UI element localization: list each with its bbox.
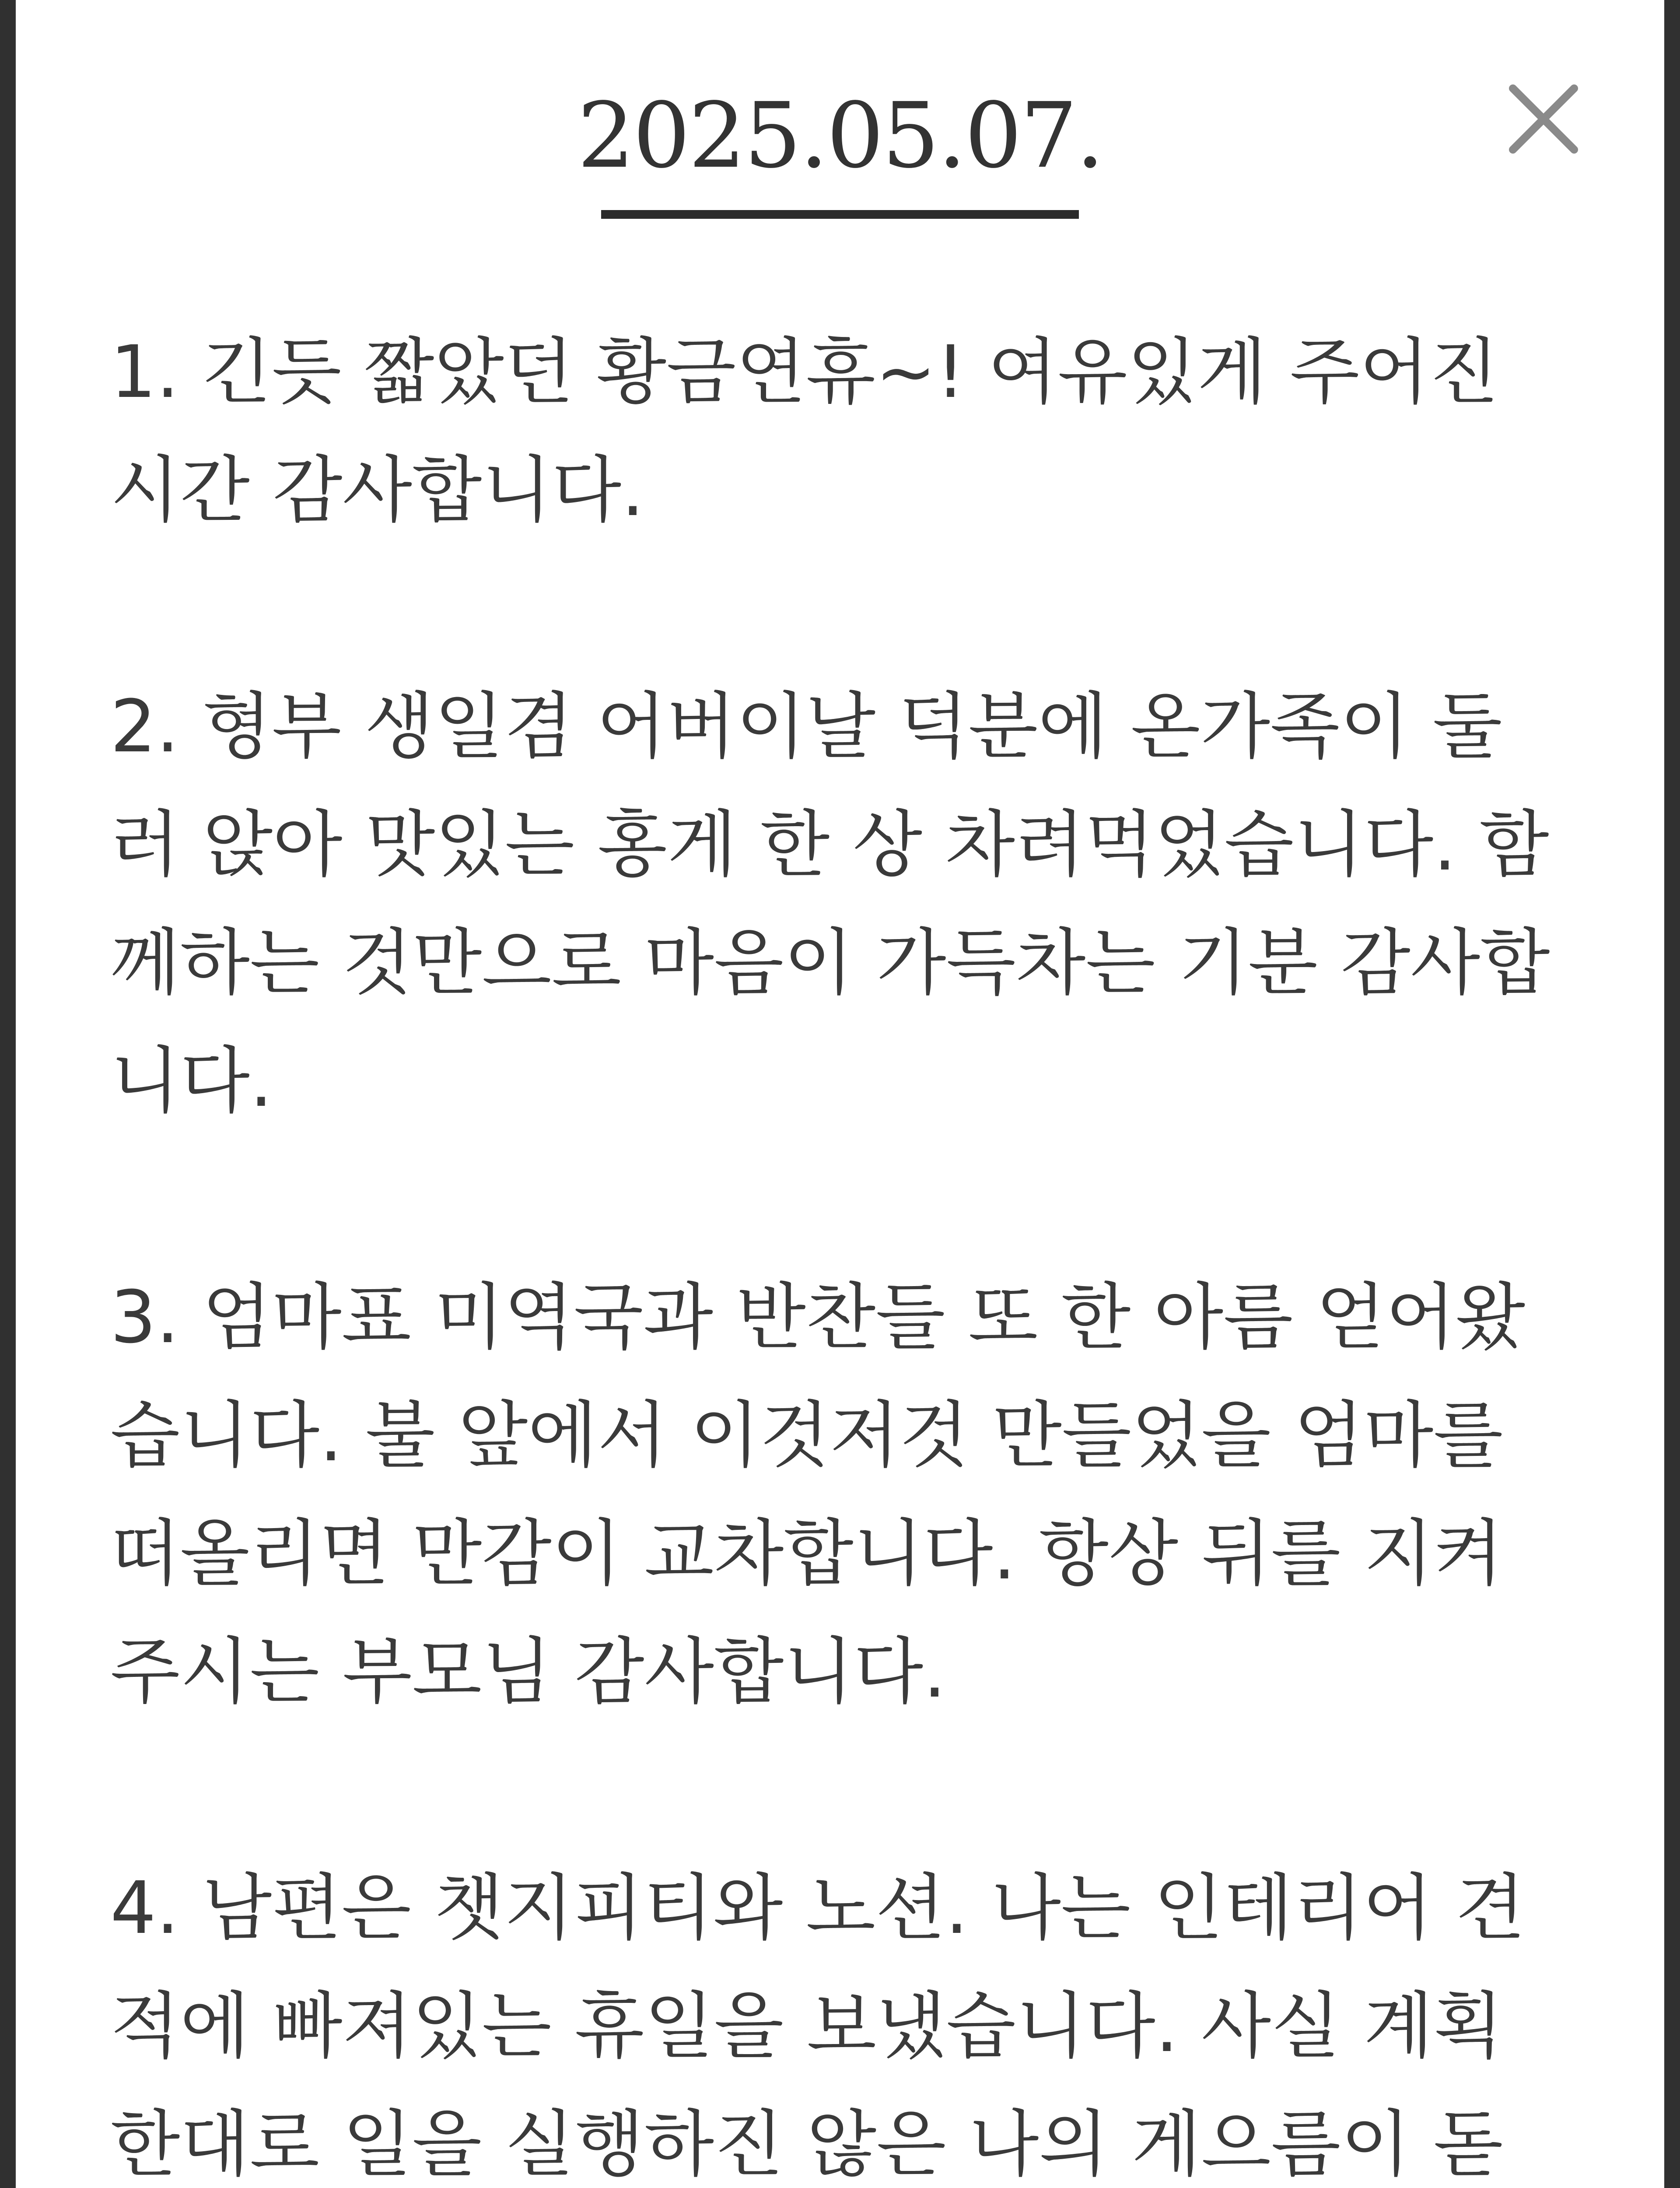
- journal-page: [16, 0, 1664, 2188]
- close-icon: [1500, 75, 1587, 163]
- entry-3: 3. 엄마표 미역국과 반찬들 또 한 아름 얻어왔 습니다. 불 앞에서 이것저것 만들었을 엄마를 떠올리면 만감이 교차합니다. 항상 뒤를 지켜 주시는 부모님 감사합니다.: [110, 1275, 1526, 1714]
- close-button[interactable]: [1500, 75, 1587, 163]
- entry-2: 2. 형부 생일겸 어버이날 덕분에 온가족이 둘 러 앉아 맛있는 홍게 한 상 차려먹었습니다. 함 께하는 것만으로 마음이 가득차는 기분 감사합 니다.: [110, 684, 1550, 1123]
- title-underline: [601, 210, 1079, 219]
- entry-4: 4. 남편은 챗지피티와 노션. 나는 인테리어 견 적에 빠져있는 휴일을 보냈습니다. 사실 계획 한대로 일을 실행하진 않은 나의 게으름이 돋: [110, 1866, 1526, 2186]
- entry-1: 1. 긴듯 짧았던 황금연휴~! 여유있게 주어진 시간 감사합니다.: [110, 330, 1499, 532]
- gratitude-entries: [110, 313, 1589, 2188]
- page-title-date: 2025.05.07.: [577, 83, 1103, 188]
